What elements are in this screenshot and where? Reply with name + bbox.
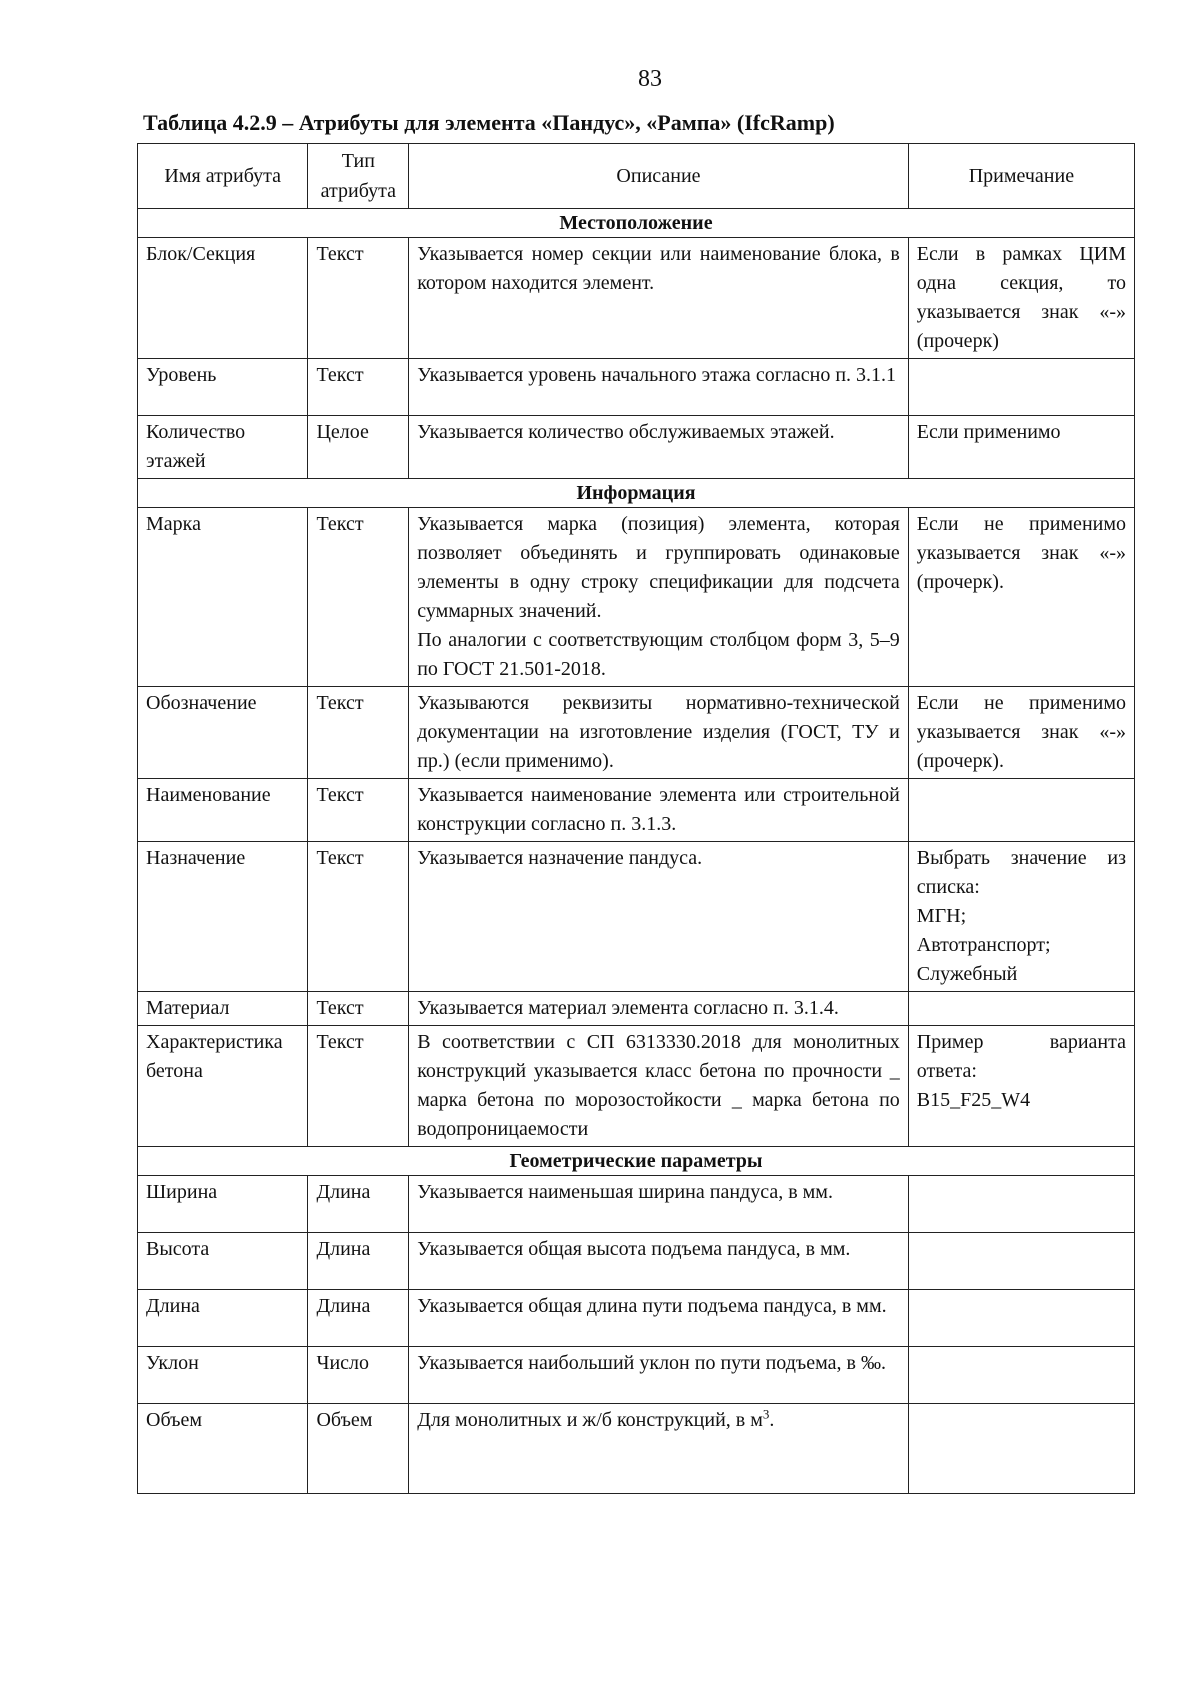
cell-description: Указывается общая высота подъема пандуса, в мм. [409, 1233, 909, 1290]
table-row [138, 238, 1135, 359]
description-end: . [769, 1409, 775, 1431]
cell-description: Указывается номер секции или наименование блока, в котором находится элемент. [409, 238, 909, 359]
table-row [138, 1233, 1135, 1290]
cell-note: Если в рамках ЦИМ одна секция, то указывается знак «-» (прочерк) [908, 238, 1134, 359]
cell-name: Блок/Секция [138, 238, 308, 359]
table-row [138, 1347, 1135, 1404]
cell-type: Текст [308, 992, 409, 1026]
header-description: Описание [409, 144, 909, 209]
table-row [138, 687, 1135, 779]
cell-note: Если не применимо указывается знак «-» (прочерк). [908, 687, 1134, 779]
attributes-table [137, 143, 1135, 1494]
cell-note [908, 842, 1134, 992]
cell-description: Указывается количество обслуживаемых этажей. [409, 416, 909, 479]
table-row [138, 359, 1135, 416]
section-row [138, 479, 1135, 508]
cell-note [908, 1176, 1134, 1233]
table-row [138, 1176, 1135, 1233]
note-list-item: Служебный [916, 963, 1018, 985]
cell-name: Уклон [138, 1347, 308, 1404]
header-note: Примечание [908, 144, 1134, 209]
cell-name: Объем [138, 1404, 308, 1494]
cell-name: Наименование [138, 779, 308, 842]
cell-note [908, 1404, 1134, 1494]
note-list-item: МГН; [916, 905, 967, 927]
cell-description: В соответствии с СП 6313330.2018 для монолитных конструкций указывается класс бетона по прочности _ марка бетона по морозостойкости _ марка бетона по водопроницаемости [409, 1026, 909, 1147]
cell-name: Марка [138, 508, 308, 687]
section-title: Информация [138, 479, 1135, 508]
cell-name: Характеристика бетона [138, 1026, 308, 1147]
cell-type: Объем [308, 1404, 409, 1494]
cell-note: Если не применимо указывается знак «-» (прочерк). [908, 508, 1134, 687]
cell-description: Указывается уровень начального этажа согласно п. 3.1.1 [409, 359, 909, 416]
superscript: 3 [762, 1406, 770, 1422]
section-title: Местоположение [138, 209, 1135, 238]
cell-type: Длина [308, 1233, 409, 1290]
table-row [138, 1290, 1135, 1347]
description-paragraph: Указывается марка (позиция) элемента, которая позволяет объединять и группировать одинаковые элементы в одну строку спецификации для подсчета суммарных значений. [417, 513, 900, 622]
header-type: Тип атрибута [308, 144, 409, 209]
cell-note: Если применимо [908, 416, 1134, 479]
cell-type: Число [308, 1347, 409, 1404]
section-title: Геометрические параметры [138, 1147, 1135, 1176]
cell-note [908, 992, 1134, 1026]
note-list-item: Автотранспорт; [916, 934, 1051, 956]
cell-note [908, 1347, 1134, 1404]
header-name: Имя атрибута [138, 144, 308, 209]
cell-type: Текст [308, 842, 409, 992]
cell-name: Ширина [138, 1176, 308, 1233]
cell-type: Целое [308, 416, 409, 479]
cell-description: Указывается наименьшая ширина пандуса, в мм. [409, 1176, 909, 1233]
cell-description: Указывается материал элемента согласно п. 3.1.4. [409, 992, 909, 1026]
cell-note [908, 359, 1134, 416]
cell-note [908, 779, 1134, 842]
cell-type: Длина [308, 1176, 409, 1233]
table-row [138, 842, 1135, 992]
table-row [138, 1404, 1135, 1494]
cell-description: Указываются реквизиты нормативно-технической документации на изготовление изделия (ГОСТ, ТУ и пр.) (если применимо). [409, 687, 909, 779]
table-row [138, 779, 1135, 842]
cell-type: Длина [308, 1290, 409, 1347]
description-text: Для монолитных и ж/б конструкций, в м [417, 1409, 763, 1431]
cell-note [908, 1233, 1134, 1290]
cell-name: Количество этажей [138, 416, 308, 479]
description-paragraph: По аналогии с соответствующим столбцом форм 3, 5–9 по ГОСТ 21.501-2018. [417, 629, 900, 680]
cell-name: Длина [138, 1290, 308, 1347]
page-number: 83 [638, 66, 662, 92]
cell-type: Текст [308, 359, 409, 416]
cell-name: Уровень [138, 359, 308, 416]
cell-description: Указывается наименование элемента или строительной конструкции согласно п. 3.1.3. [409, 779, 909, 842]
table-row [138, 416, 1135, 479]
cell-description: Указывается общая длина пути подъема пандуса, в мм. [409, 1290, 909, 1347]
cell-description [409, 1404, 909, 1494]
table-row [138, 992, 1135, 1026]
cell-type: Текст [308, 508, 409, 687]
note-text: Пример варианта ответа: [916, 1031, 1126, 1082]
section-row [138, 209, 1135, 238]
table-row [138, 508, 1135, 687]
cell-name: Материал [138, 992, 308, 1026]
cell-type: Текст [308, 687, 409, 779]
cell-description [409, 508, 909, 687]
note-text: Выбрать значение из списка: [916, 847, 1126, 898]
note-example: B15_F25_W4 [916, 1089, 1031, 1111]
cell-name: Обозначение [138, 687, 308, 779]
table-header-row [138, 144, 1135, 209]
cell-type: Текст [308, 779, 409, 842]
cell-note [908, 1026, 1134, 1147]
table-caption: Таблица 4.2.9 – Атрибуты для элемента «Пандус», «Рампа» (IfcRamp) [143, 110, 835, 135]
cell-name: Назначение [138, 842, 308, 992]
cell-type: Текст [308, 238, 409, 359]
cell-description: Указывается наибольший уклон по пути подъема, в ‰. [409, 1347, 909, 1404]
section-row [138, 1147, 1135, 1176]
cell-type: Текст [308, 1026, 409, 1147]
cell-name: Высота [138, 1233, 308, 1290]
table-row [138, 1026, 1135, 1147]
cell-note [908, 1290, 1134, 1347]
cell-description: Указывается назначение пандуса. [409, 842, 909, 992]
